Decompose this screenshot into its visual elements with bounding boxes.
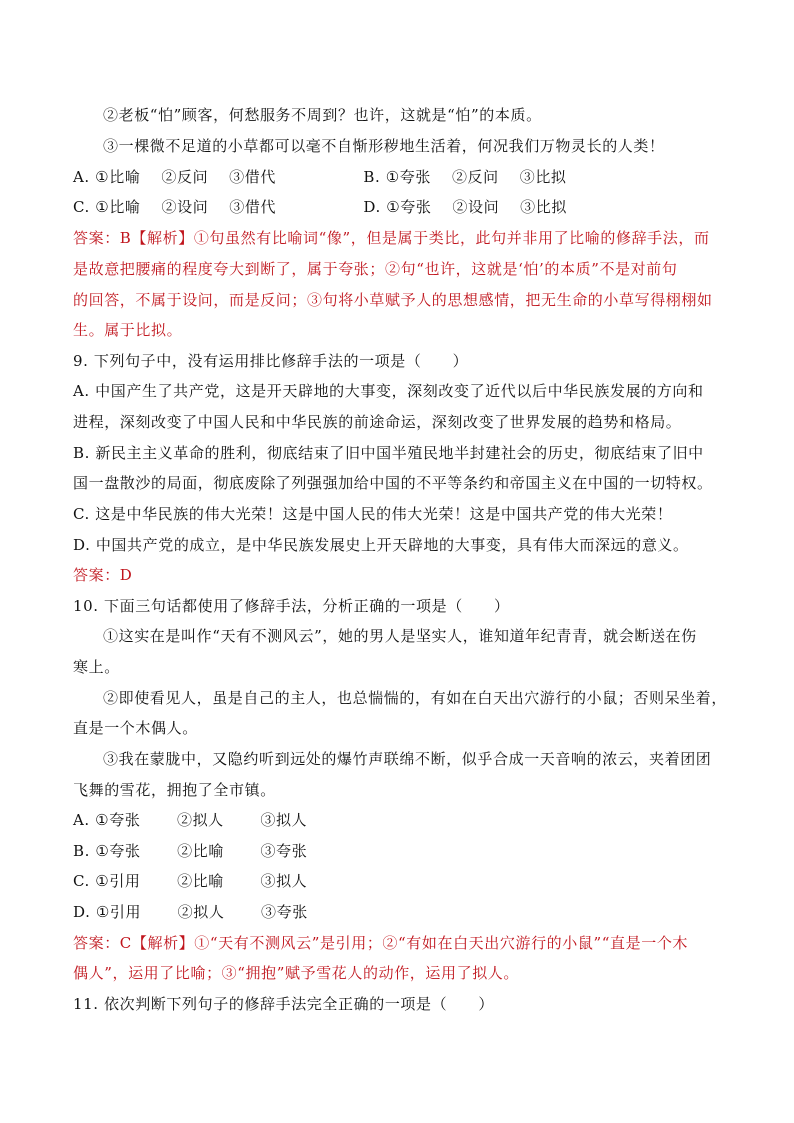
q10-sentence-1-line-2: 寒上。	[73, 658, 120, 676]
q10-option-c: C. ①引用 ②比喻 ③拟人	[73, 872, 308, 890]
q10-answer-line-1: 答案：C【解析】①“天有不测风云”是引用；②“有如在白天出穴游行的小鼠”“直是一个木	[73, 934, 689, 952]
q10-sentence-1-line-1: ①这实在是叫作“天有不测风云”，她的男人是坚实人，谁知道年纪青青，就会断送在伤	[103, 627, 697, 645]
q11-stem: 11. 依次判断下列句子的修辞手法完全正确的一项是（ ）	[73, 995, 495, 1013]
q8-answer-line-1: 答案：B【解析】①句虽然有比喻词“像”，但是属于类比，此句并非用了比喻的修辞手法，而	[73, 229, 710, 247]
q8-options-row-1	[73, 167, 733, 187]
q8-answer-line-2: 是故意把腰痛的程度夸大到断了，属于夸张；②句“也许，这就是‘怕’的本质”不是对前句	[73, 260, 678, 278]
q8-answer-line-4: 生。属于比拟。	[73, 321, 183, 339]
q10-sentence-3-line-1: ③我在蒙胧中，又隐约听到远处的爆竹声联绵不断，似乎合成一天音响的浓云，夹着团团	[103, 750, 712, 768]
q9-option-d: D. 中国共产党的成立，是中华民族发展史上开天辟地的大事变，具有伟大而深远的意义。	[73, 536, 689, 554]
q9-stem: 9. 下列句子中，没有运用排比修辞手法的一项是（ ）	[73, 352, 469, 370]
q8-sentence-3: ③一棵微不足道的小草都可以毫不自惭形秽地生活着，何况我们万物灵长的人类！	[103, 137, 665, 155]
q8-sentence-2: ②老板“怕”顾客，何愁服务不周到？也许，这就是“怕”的本质。	[103, 106, 542, 124]
q9-option-b-line-2: 国一盘散沙的局面，彻底废除了列强强加给中国的不平等条约和帝国主义在中国的一切特权。	[73, 474, 713, 492]
q10-sentence-3-line-2: 飞舞的雪花，拥抱了全市镇。	[73, 781, 276, 799]
q8-option-c: C. ①比喻 ②设问 ③借代	[73, 198, 277, 216]
q9-answer: 答案：D	[73, 566, 133, 584]
q8-option-a: A. ①比喻 ②反问 ③借代	[73, 168, 276, 186]
q9-option-b-line-1: B. 新民主主义革命的胜利，彻底结束了旧中国半殖民地半封建社会的历史，彻底结束了旧中	[73, 444, 704, 462]
q9-option-a-line-2: 进程，深刻改变了中国人民和中华民族的前途命运，深刻改变了世界发展的趋势和格局。	[73, 413, 682, 431]
q9-option-a-line-1: A. 中国产生了共产党，这是开天辟地的大事变，深刻改变了近代以后中华民族发展的方向和	[73, 382, 704, 400]
q8-option-d: D. ①夸张 ②设问 ③比拟	[363, 198, 567, 216]
q10-sentence-2-line-1: ②即使看见人，虽是自己的主人，也总惴惴的，有如在白天出穴游行的小鼠；否则呆坐着，	[103, 689, 728, 707]
q9-option-c: C. 这是中华民族的伟大光荣！这是中国人民的伟大光荣！这是中国共产党的伟大光荣！	[73, 505, 673, 523]
q10-sentence-2-line-2: 直是一个木偶人。	[73, 719, 198, 737]
q10-answer-line-2: 偶人”，运用了比喻；③“拥抱”赋予雪花人的动作，运用了拟人。	[73, 964, 520, 982]
q10-option-a: A. ①夸张 ②拟人 ③拟人	[73, 811, 308, 829]
q10-stem: 10. 下面三句话都使用了修辞手法，分析正确的一项是（ ）	[73, 597, 510, 615]
q10-option-b: B. ①夸张 ②比喻 ③夸张	[73, 842, 308, 860]
q8-options-row-2	[73, 197, 733, 217]
q8-answer-line-3: 的回答，不属于设问，而是反问；③句将小草赋予人的思想感情，把无生命的小草写得栩栩如	[73, 291, 713, 309]
q10-option-d: D. ①引用 ②拟人 ③夸张	[73, 903, 308, 921]
q8-option-b: B. ①夸张 ②反问 ③比拟	[363, 168, 567, 186]
